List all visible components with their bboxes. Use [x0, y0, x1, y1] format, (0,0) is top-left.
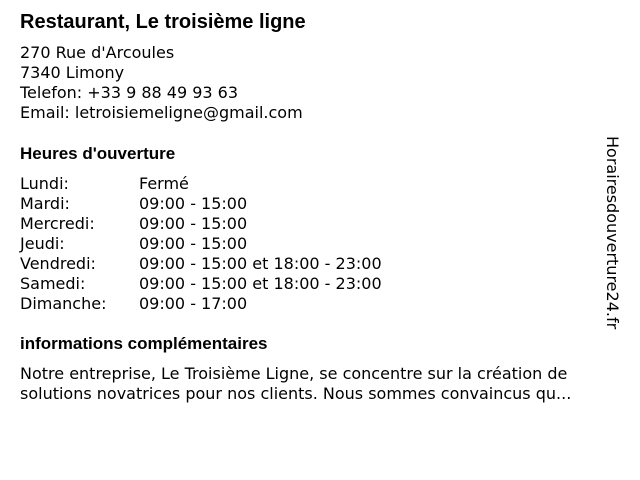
day-label: Samedi:: [20, 274, 86, 293]
email-address: Email: letroisiemeligne@gmail.com: [20, 103, 303, 122]
time-value: 09:00 - 15:00: [139, 214, 248, 233]
contact-block: [20, 43, 303, 123]
site-watermark: [602, 136, 640, 346]
address-city: 7340 Limony: [20, 63, 125, 82]
day-label: Jeudi:: [20, 234, 65, 253]
opening-hours-heading: Heures d'ouverture: [20, 144, 176, 163]
day-label: Mercredi:: [20, 214, 95, 233]
additional-info-heading: informations complémentaires: [20, 334, 268, 353]
restaurant-title: Restaurant, Le troisième ligne: [20, 11, 306, 33]
time-value: 09:00 - 17:00: [139, 294, 248, 313]
address-street: 270 Rue d'Arcoules: [20, 43, 175, 62]
time-value: 09:00 - 15:00 et 18:00 - 23:00: [139, 274, 382, 293]
watermark-text: Horairesdouverture24.fr: [603, 136, 622, 330]
time-value: 09:00 - 15:00 et 18:00 - 23:00: [139, 254, 382, 273]
description-line: Notre entreprise, Le Troisième Ligne, se concentre sur la création de: [20, 364, 568, 383]
day-label: Vendredi:: [20, 254, 96, 273]
time-value: 09:00 - 15:00: [139, 234, 248, 253]
additional-info-text: [20, 364, 620, 404]
description-line: solutions novatrices pour nos clients. Nous sommes convaincus qu...: [20, 384, 572, 403]
day-label: Dimanche:: [20, 294, 107, 313]
day-label: Mardi:: [20, 194, 70, 213]
phone-number: Telefon: +33 9 88 49 93 63: [20, 83, 239, 102]
time-value: 09:00 - 15:00: [139, 194, 248, 213]
day-label: Lundi:: [20, 174, 69, 193]
time-value: Fermé: [139, 174, 189, 193]
